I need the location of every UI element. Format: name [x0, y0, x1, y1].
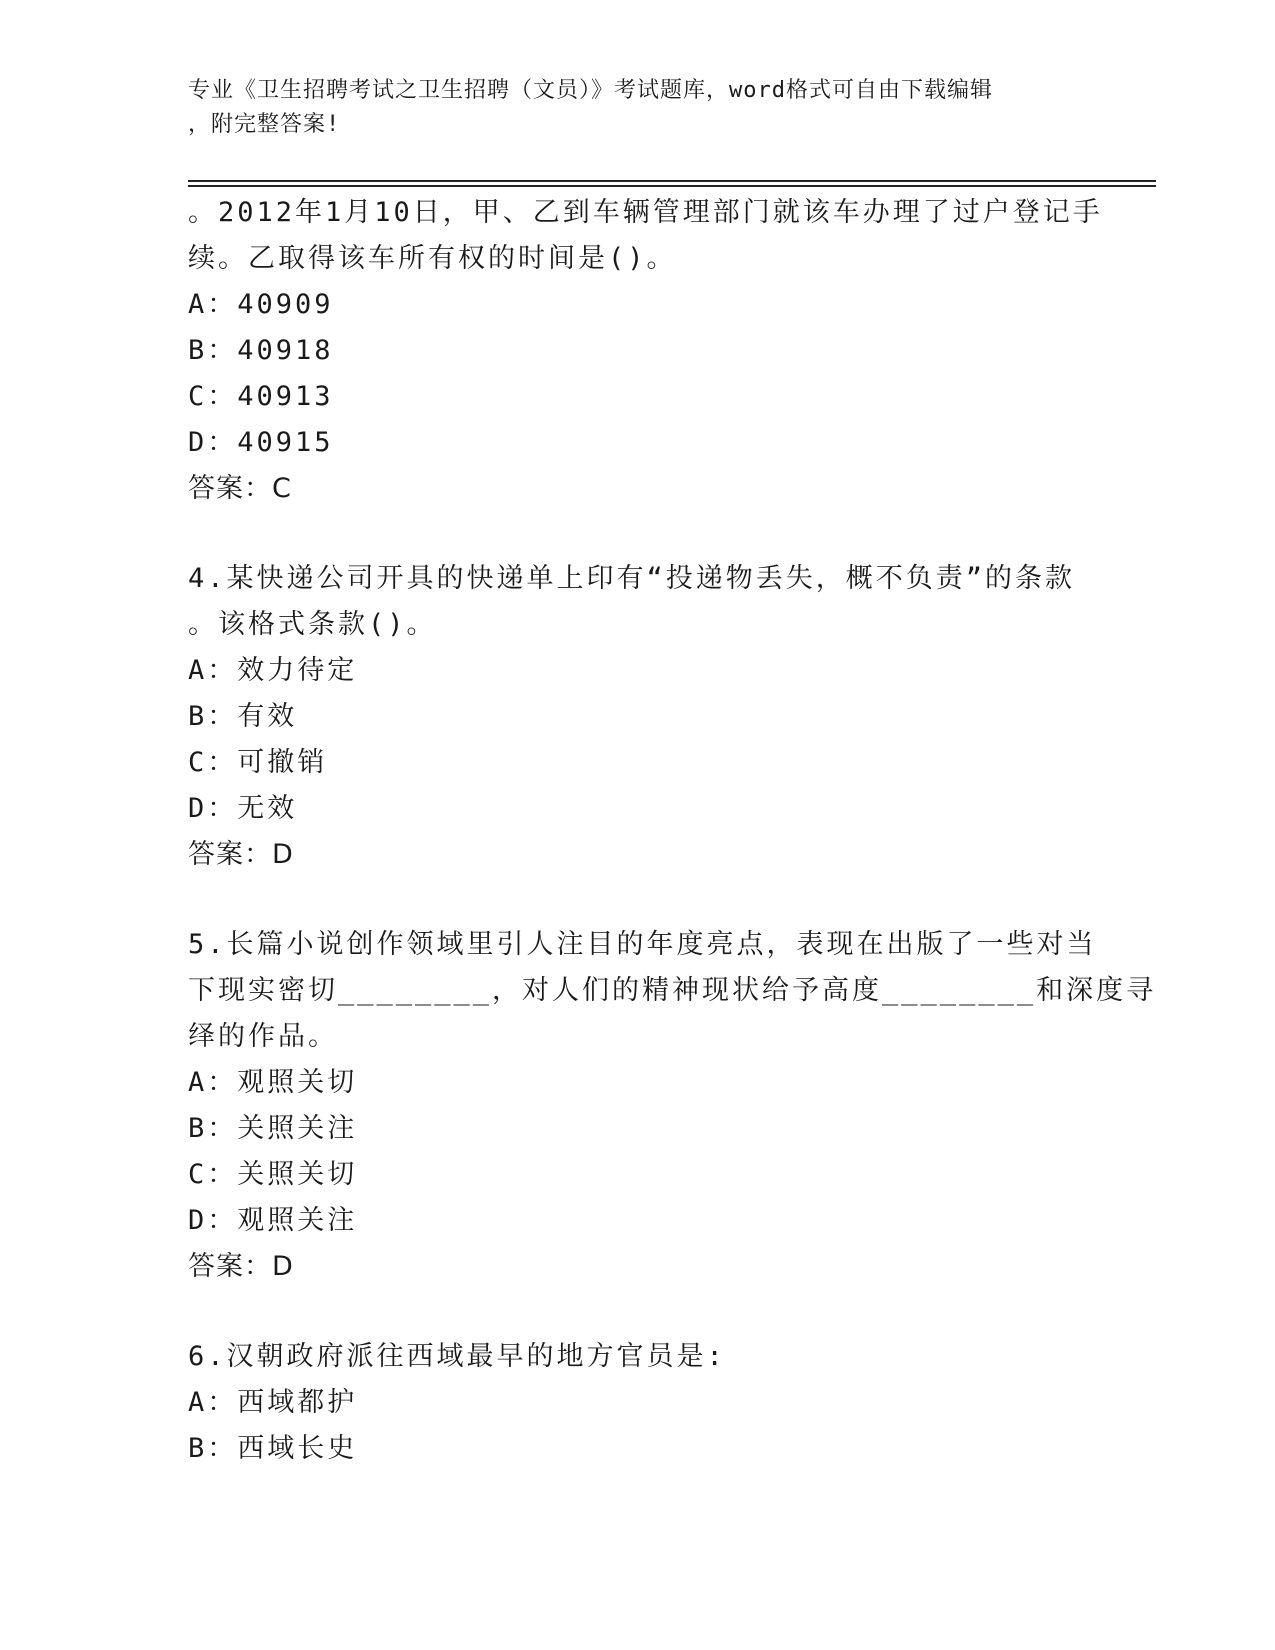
question-6 [188, 1334, 1088, 1472]
header-title-line: 专业《卫生招聘考试之卫生招聘（文员）》考试题库，word格式可自由下载编辑 [188, 78, 993, 103]
question-stem: 。2012年1月10日，甲、乙到车辆管理部门就该车办理了过户登记手 [188, 197, 1103, 228]
option-c: C：可撤销 [188, 747, 328, 778]
question-spacer [188, 878, 1088, 922]
answer-line: 答案：D [188, 839, 294, 870]
option-a: A：效力待定 [188, 655, 358, 686]
option-a: A：西域都护 [188, 1387, 358, 1418]
question-spacer [188, 512, 1088, 556]
question-list [188, 190, 1157, 1472]
option-b: B：关照关注 [188, 1113, 358, 1144]
question-stem: 续。乙取得该车所有权的时间是()。 [188, 243, 677, 274]
question-5 [188, 922, 1157, 1290]
question-stem: 下现实密切________，对人们的精神现状给予高度________和深度寻 [188, 975, 1157, 1006]
option-d: D：观照关注 [188, 1205, 358, 1236]
question-stem: 6.汉朝政府派往西域最早的地方官员是: [188, 1341, 726, 1372]
question-stem: 绎的作品。 [188, 1021, 338, 1052]
option-b: B：西域长史 [188, 1433, 358, 1464]
option-c: C：40913 [188, 381, 334, 412]
option-b: B：有效 [188, 701, 298, 732]
question-stem: 4.某快递公司开具的快递单上印有“投递物丢失，概不负责”的条款 [188, 563, 1076, 594]
option-d: D：40915 [188, 427, 334, 458]
option-d: D：无效 [188, 793, 298, 824]
document-header [188, 74, 1068, 142]
option-c: C：关照关切 [188, 1159, 358, 1190]
option-a: A：40909 [188, 289, 334, 320]
question-spacer [188, 1290, 1088, 1334]
option-a: A：观照关切 [188, 1067, 358, 1098]
question-stem: 5.长篇小说创作领域里引人注目的年度亮点，表现在出版了一些对当 [188, 929, 1097, 960]
header-divider-bottom [188, 185, 1156, 187]
question-3 [188, 190, 1103, 512]
header-subtitle-line: ，附完整答案! [188, 112, 341, 137]
question-4 [188, 556, 1088, 878]
question-stem: 。该格式条款()。 [188, 609, 437, 640]
option-b: B：40918 [188, 335, 334, 366]
answer-line: 答案：C [188, 473, 292, 504]
answer-line: 答案：D [188, 1251, 294, 1282]
header-divider-top [188, 180, 1156, 182]
